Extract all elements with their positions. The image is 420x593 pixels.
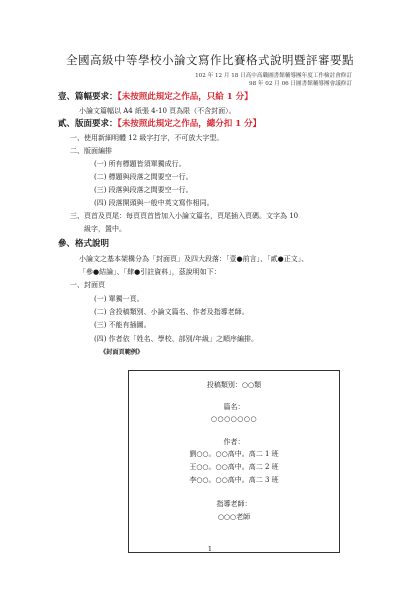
section2-subitem-4: (四) 段落開頭與一般中英文寫作相同。 (94, 199, 214, 207)
section3-heading: 參、格式說明 (58, 239, 110, 249)
cover-author-1: 劉○○。○○高中。高二 1 班 (189, 450, 279, 458)
cover-example-label: 《封面頁範例》 (100, 349, 144, 356)
section2-item2: 二、版面編排 (70, 147, 112, 155)
section3-subitem-4: (四) 作者依「姓名、學校、部別/年級」之順序編排。 (94, 335, 259, 343)
page-number: 1 (207, 545, 213, 553)
cover-author-3: 李○○。○○高中。高二 3 班 (189, 476, 279, 484)
section2-item3-cont: 級字，置中。 (84, 225, 126, 233)
cover-title-value: ○○○○○○○ (210, 415, 258, 423)
section1-penalty-note: 【未按照此規定之作品，只給 1 分】 (117, 92, 253, 102)
document-title: 全國高級中等學校小論文寫作比賽格式說明暨評審要點 (66, 53, 354, 67)
cover-author-label: 作者： (223, 438, 245, 446)
section1-heading (58, 93, 253, 102)
section2-heading-label: 貳、版面要求： (58, 119, 118, 129)
cover-author-2: 王○○。○○高中。高二 2 班 (189, 463, 279, 471)
section2-subitem-2: (二) 標題與段落之間要空一行。 (94, 173, 193, 181)
section2-heading (58, 120, 261, 129)
revision-note-1: 102 年 12 月 18 日高中高職圖書館輔導團年度工作檢討會修訂 (195, 73, 352, 79)
section3-intro-line2: 「參●結論」、「肆●引註資料」，茲說明如下： (79, 268, 221, 276)
section1-body: 小論文篇幅以 A4 紙張 4-10 頁為限（不含封面）。 (79, 107, 236, 115)
cover-title-label: 篇名： (223, 403, 245, 411)
section3-subitem-2: (二) 含投稿類別、小論文篇名、作者及指導老師。 (94, 308, 249, 316)
section2-item3: 三、頁首及頁尾：每頁頁首皆加入小論文篇名，頁尾插入頁碼。文字為 10 (70, 212, 299, 220)
section1-heading-label: 壹、篇幅要求： (58, 92, 118, 102)
section3-intro-line1: 小論文之基本架構分為「封面頁」及四大段落：「壹●前言」、「貳●正文」、 (79, 255, 309, 263)
section3-subitem-3: (三) 不能有插圖。 (94, 321, 151, 329)
cover-example-box (128, 370, 340, 553)
section2-subitem-1: (一) 所有標題皆須單獨成行。 (94, 160, 186, 168)
cover-category: 投稿類別：○○類 (206, 381, 262, 389)
cover-advisor-value: ○○○老師 (217, 513, 251, 521)
section2-penalty-note: 【未按照此規定之作品，總分扣 1 分】 (117, 119, 262, 129)
section2-subitem-3: (三) 段落與段落之間要空一行。 (94, 186, 193, 194)
section3-subitem-1: (一) 單獨一頁。 (94, 295, 144, 303)
section2-item1: 一、使用新細明體 12 級字打字，不可放大字型。 (70, 134, 224, 142)
revision-note-2: 98 年 02 月 06 日圖書館輔導團會議修訂 (249, 81, 352, 87)
cover-advisor-label: 指導老師： (216, 500, 252, 508)
section3-item1: 一、封面頁 (70, 281, 105, 289)
